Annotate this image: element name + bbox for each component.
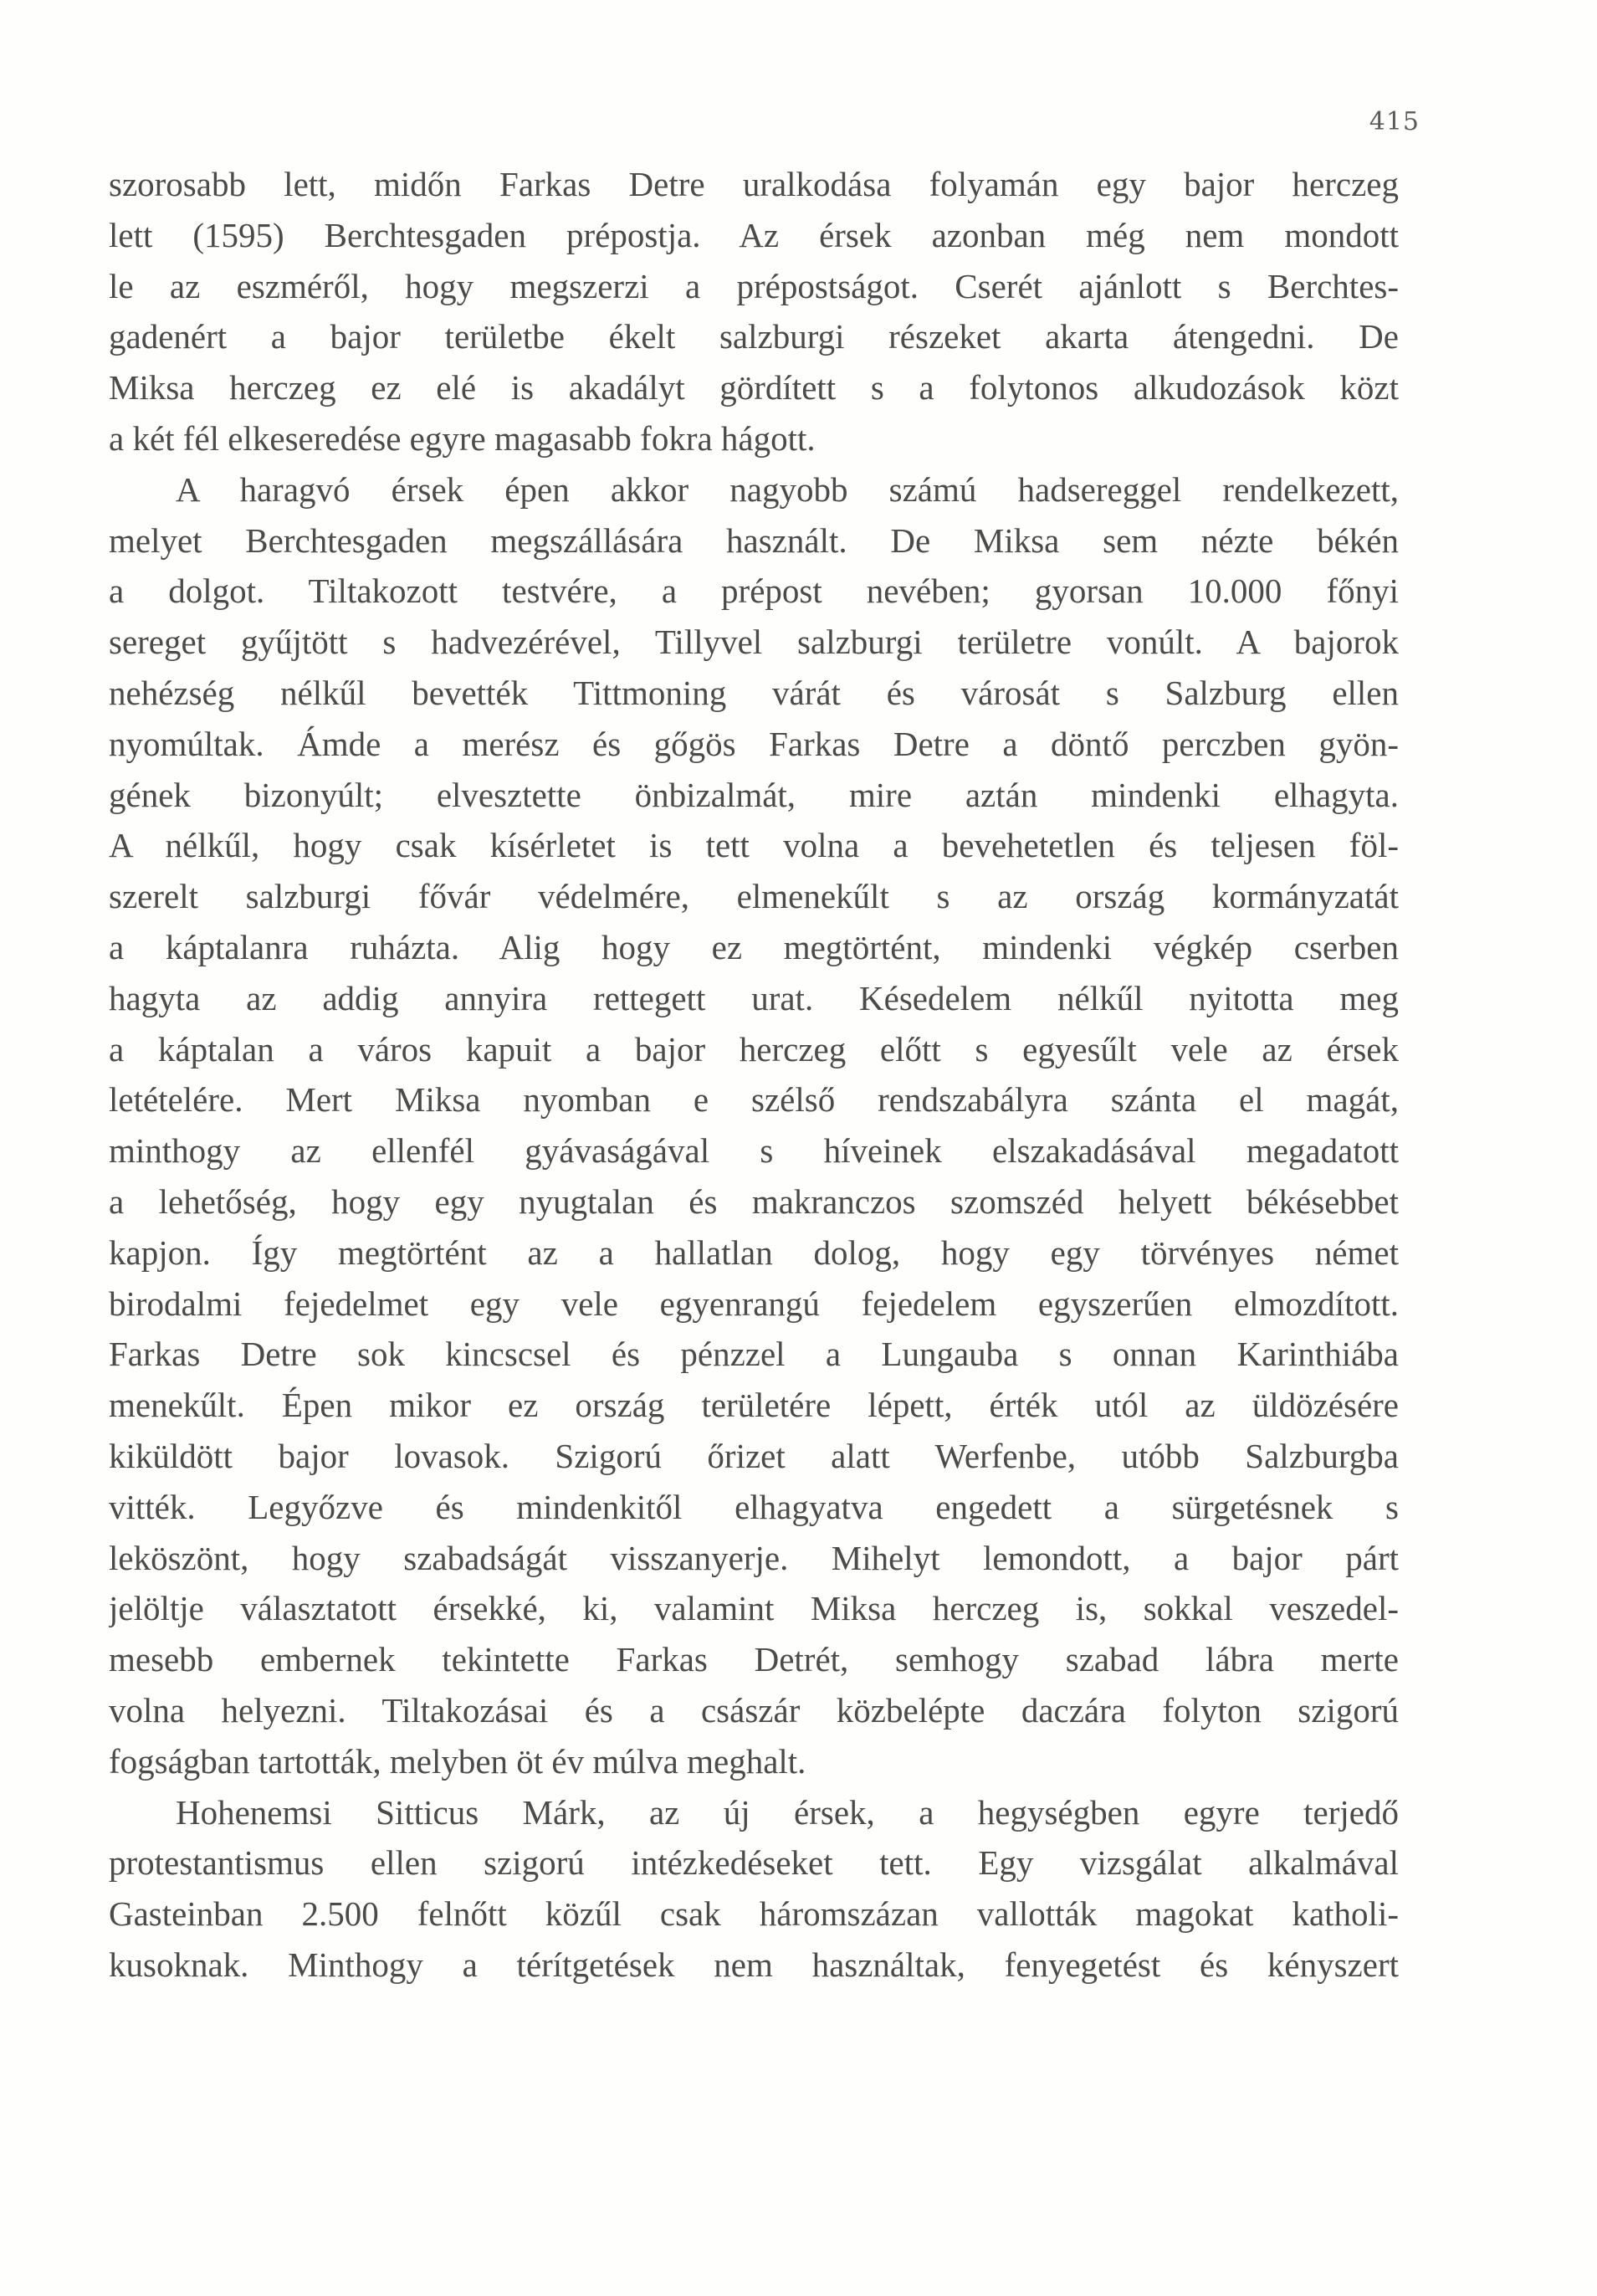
text-line: volna helyezni. Tiltakozásai és a császár közbelépte daczára folyton szigorú — [109, 1690, 1399, 1730]
text-line: Gasteinban 2.500 felnőtt közűl csak háromszázan vallották magokat katholi- — [109, 1894, 1399, 1934]
text-line: fogságban tartották, melyben öt év múlva meghalt. — [109, 1741, 806, 1781]
text-line: sereget gyűjtött s hadvezérével, Tillyvel salzburgi területre vonúlt. A bajorok — [109, 623, 1399, 662]
text-line: a káptalanra ruházta. Alig hogy ez megtörtént, mindenki végkép cserben — [109, 927, 1399, 966]
text-line: a lehetőség, hogy egy nyugtalan és makranczos szomszéd helyett békésebbet — [109, 1181, 1399, 1221]
text-line: kapjon. Így megtörtént az a hallatlan dolog, hogy egy törvényes német — [109, 1233, 1399, 1272]
page-number: 415 — [1369, 107, 1420, 136]
text-line: A nélkűl, hogy csak kísérletet is tett volna a bevehetetlen és teljesen föl- — [109, 826, 1399, 865]
text-line: protestantismus ellen szigorú intézkedéseket tett. Egy vizsgálat alkalmával — [109, 1843, 1399, 1883]
text-line: birodalmi fejedelmet egy vele egyenrangú fejedelem egyszerűen elmozdított. — [109, 1284, 1399, 1323]
text-line: Hohenemsi Sitticus Márk, az új érsek, a hegységben egyre terjedő — [176, 1792, 1399, 1832]
text-line: nehézség nélkűl bevették Tittmoning várát és városát s Salzburg ellen — [109, 673, 1399, 712]
text-line: Farkas Detre sok kincscsel és pénzzel a Lungauba s onnan Karinthiába — [109, 1335, 1399, 1374]
text-line: leköszönt, hogy szabadságát visszanyerje. Mihelyt lemondott, a bajor párt — [109, 1538, 1399, 1577]
text-line: nyomúltak. Ámde a merész és gőgös Farkas Detre a döntő perczben gyön- — [109, 724, 1399, 763]
text-line: kusoknak. Minthogy a térítgetések nem használtak, fenyegetést és kényszert — [109, 1945, 1399, 1984]
text-line: le az eszméről, hogy megszerzi a prépostságot. Cserét ajánlott s Berchtes- — [109, 266, 1399, 305]
text-line: jelöltje választatott érsekké, ki, valamint Miksa herczeg is, sokkal veszedel- — [109, 1589, 1399, 1628]
text-line: kiküldött bajor lovasok. Szigorú őrizet alatt Werfenbe, utóbb Salzburgba — [109, 1436, 1399, 1475]
text-line: vitték. Legyőzve és mindenkitől elhagyatva engedett a sürgetésnek s — [109, 1487, 1399, 1526]
text-line: szorosabb lett, midőn Farkas Detre uralkodása folyamán egy bajor herczeg — [109, 165, 1399, 203]
text-line: a káptalan a város kapuit a bajor herczeg előtt s egyesűlt vele az érsek — [109, 1029, 1399, 1069]
text-line: Miksa herczeg ez elé is akadályt gördített s a folytonos alkudozások közt — [109, 368, 1399, 407]
text-line: a dolgot. Tiltakozott testvére, a prépost nevében; gyorsan 10.000 főnyi — [109, 571, 1399, 611]
text-line: gadenért a bajor területbe ékelt salzburgi részeket akarta átengedni. De — [109, 317, 1399, 356]
text-line: a két fél elkeseredése egyre magasabb fokra hágott. — [109, 418, 816, 458]
text-line: minthogy az ellenfél gyávaságával s híveinek elszakadásával megadatott — [109, 1131, 1399, 1171]
text-line: letételére. Mert Miksa nyomban e szélső rendszabályra szánta el magát, — [109, 1080, 1399, 1120]
text-line: hagyta az addig annyira rettegett urat. Késedelem nélkűl nyitotta meg — [109, 978, 1399, 1017]
body-text — [109, 159, 1399, 1991]
text-line: A haragvó érsek épen akkor nagyobb számú hadsereggel rendelkezett, — [176, 469, 1399, 509]
text-line: szerelt salzburgi fővár védelmére, elmenekűlt s az ország kormányzatát — [109, 877, 1399, 916]
text-line: mesebb embernek tekintette Farkas Detrét, semhogy szabad lábra merte — [109, 1640, 1399, 1679]
text-line: gének bizonyúlt; elvesztette önbizalmát, mire aztán mindenki elhagyta. — [109, 775, 1399, 814]
text-line: melyet Berchtesgaden megszállására használt. De Miksa sem nézte békén — [109, 520, 1399, 560]
text-line: menekűlt. Épen mikor ez ország területére lépett, érték utól az üldözésére — [109, 1386, 1399, 1425]
text-line: lett (1595) Berchtesgaden prépostja. Az érsek azonban még nem mondott — [109, 215, 1399, 254]
